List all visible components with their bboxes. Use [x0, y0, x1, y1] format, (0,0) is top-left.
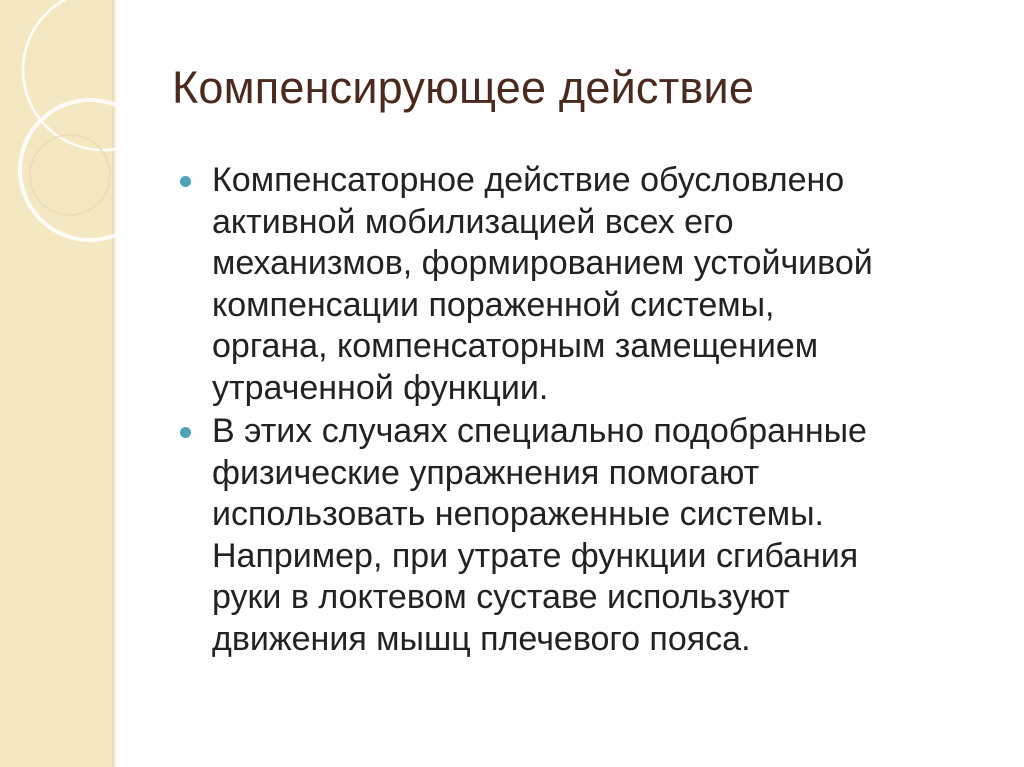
- bullet-line: движения мышц плечевого пояса.: [212, 619, 751, 658]
- bullet-line: механизмов, формированием устойчивой: [212, 244, 873, 282]
- slide-content: [180, 160, 990, 662]
- bullet-line: Компенсаторное действие обусловлено: [212, 161, 845, 199]
- bullet-line: компенсации пораженной системы,: [212, 285, 775, 324]
- bullet-item: [180, 160, 990, 409]
- decorative-circles: [0, 0, 130, 260]
- bullet-dot-icon: [180, 427, 191, 438]
- slide-title: Компенсирующее действие: [172, 62, 755, 113]
- bullet-line: утраченной функции.: [212, 368, 549, 407]
- bullet-line: В этих случаях специально подобранные: [212, 412, 867, 450]
- bullet-item: [180, 411, 990, 660]
- bullet-line: органа, компенсаторным замещением: [212, 327, 819, 365]
- bullet-line: Например, при утрате функции сгибания: [212, 536, 859, 575]
- bullet-line: физические упражнения помогают: [212, 453, 760, 492]
- bullet-line: активной мобилизацией всех его: [212, 202, 734, 241]
- bullet-line: руки в локтевом суставе используют: [212, 578, 790, 616]
- bullet-dot-icon: [180, 176, 191, 187]
- bullet-line: использовать непораженные системы.: [212, 495, 824, 533]
